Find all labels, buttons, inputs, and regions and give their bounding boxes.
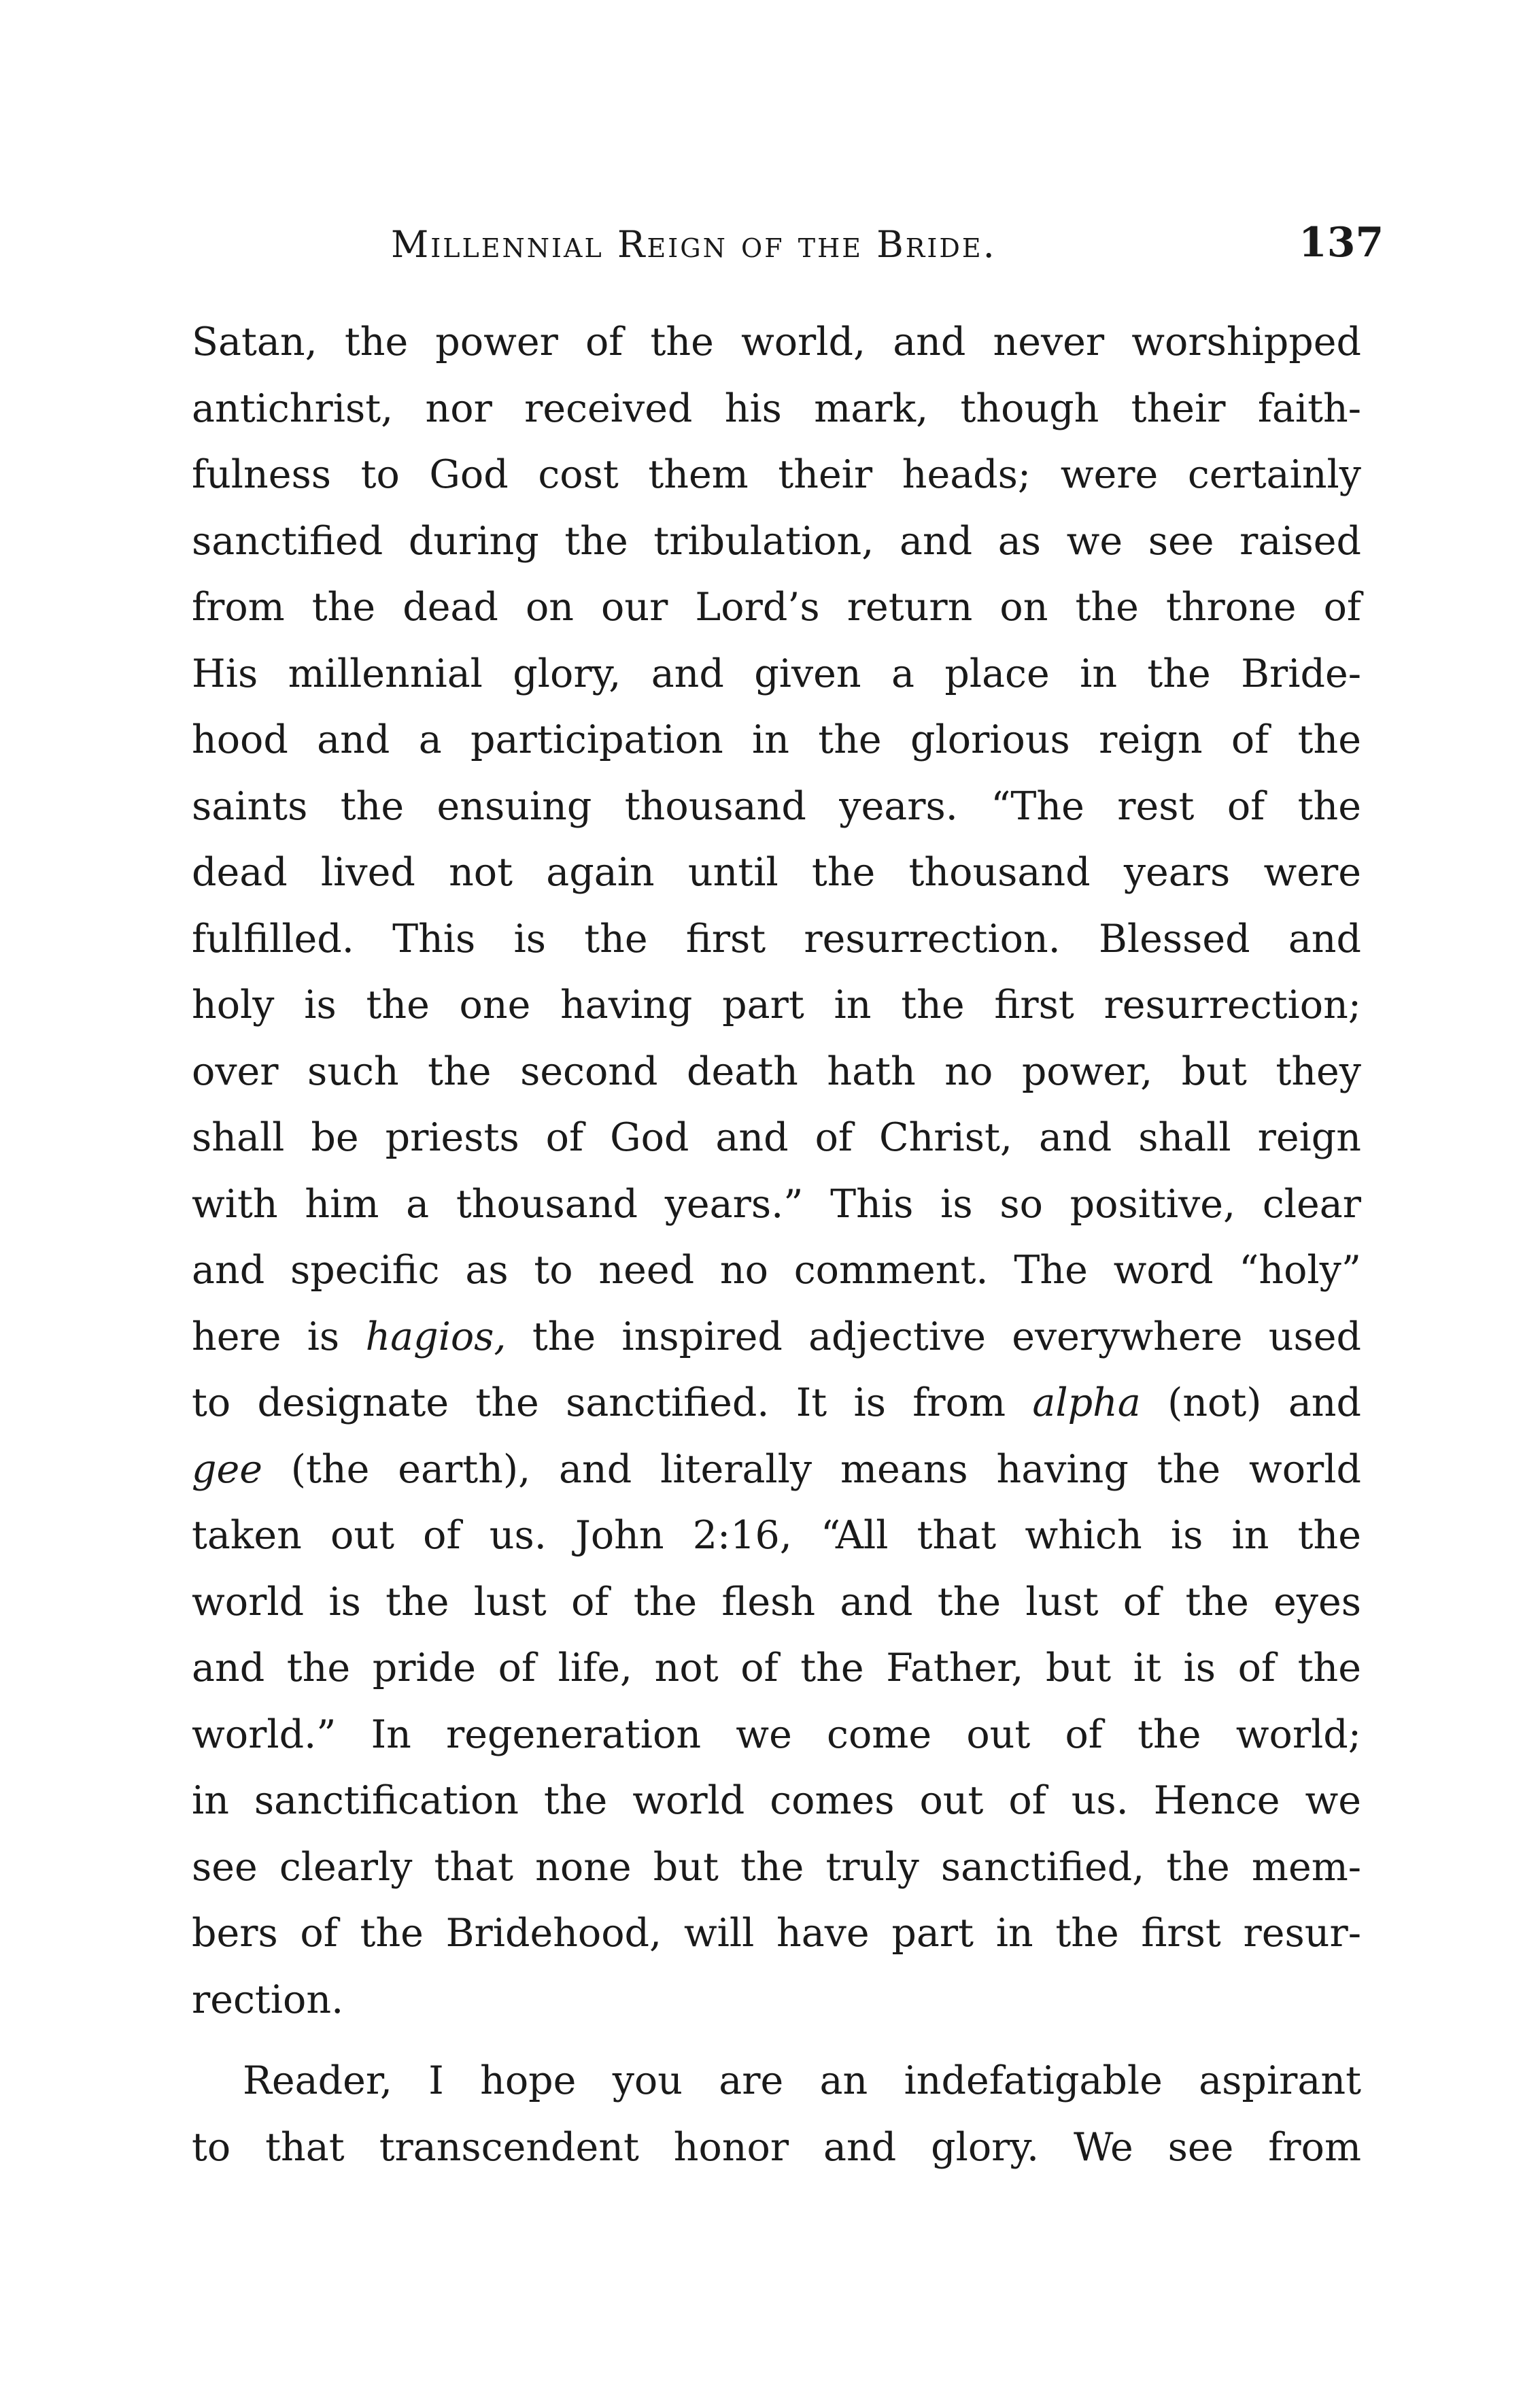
text-segment: here is (192, 1314, 366, 1359)
text-segment: (the earth), and literally means having the world (262, 1446, 1361, 1492)
text-line: see clearly that none but the truly sanctified, the mem- (192, 1844, 1361, 1890)
text-line: shall be priests of God and of Christ, and shall reign (192, 1115, 1361, 1160)
text-segment: (not) and (1140, 1380, 1362, 1425)
text-line (192, 1437, 1361, 1503)
text-line: to that transcendent honor and glory. We see from (192, 2124, 1361, 2170)
text-line: dead lived not again until the thousand years were (192, 850, 1361, 895)
text-line: His millennial glory, and given a place in the Bride- (192, 651, 1361, 696)
text-line (192, 1304, 1361, 1371)
text-line: holy is the one having part in the first resurrection; (192, 983, 1361, 1027)
text-line: bers of the Bridehood, will have part in the first resur- (192, 1911, 1361, 1956)
text-line: saints the ensuing thousand years. “The rest of the (192, 783, 1361, 829)
text-line: Reader, I hope you are an indefatigable aspirant (243, 2058, 1361, 2103)
body-text (192, 309, 1361, 2181)
text-segment: to designate the sanctified. It is from (192, 1380, 1033, 1425)
text-line: rection. (192, 1977, 344, 2022)
text-line: hood and a participation in the glorious reign of the (192, 717, 1361, 762)
text-line: in sanctification the world comes out of us. Hence we (192, 1778, 1361, 1823)
italic-term: gee (192, 1446, 262, 1492)
text-line: world is the lust of the flesh and the lust of the eyes (192, 1579, 1361, 1624)
text-line: antichrist, nor received his mark, though their faith- (192, 386, 1361, 431)
page-number: 137 (1299, 219, 1384, 267)
text-line: sanctified during the tribulation, and as we see raised (192, 518, 1361, 564)
italic-term: alpha (1032, 1380, 1141, 1425)
text-line: from the dead on our Lord’s return on the throne of (192, 585, 1361, 630)
paragraph-gap (192, 2033, 1361, 2048)
text-line: fulfilled. This is the first resurrection. Blessed and (192, 916, 1361, 962)
text-line: over such the second death hath no power, but they (192, 1049, 1361, 1094)
text-segment: the inspired adjective everywhere used (506, 1314, 1361, 1359)
text-line (192, 1370, 1361, 1437)
text-line: taken out of us. John 2:16, “All that which is in the (192, 1513, 1361, 1558)
text-line: world.” In regeneration we come out of the world; (192, 1712, 1361, 1757)
text-line: and the pride of life, not of the Father, but it is of the (192, 1646, 1361, 1690)
text-line: and specific as to need no comment. The word “holy” (192, 1248, 1361, 1293)
text-line: fulness to God cost them their heads; were certainly (192, 452, 1361, 497)
italic-term: hagios, (365, 1314, 507, 1359)
text-line: with him a thousand years.” This is so positive, clear (192, 1181, 1361, 1227)
text-line: Satan, the power of the world, and never worshipped (192, 320, 1361, 364)
running-head: Millennial Reign of the Bride. (391, 223, 997, 266)
